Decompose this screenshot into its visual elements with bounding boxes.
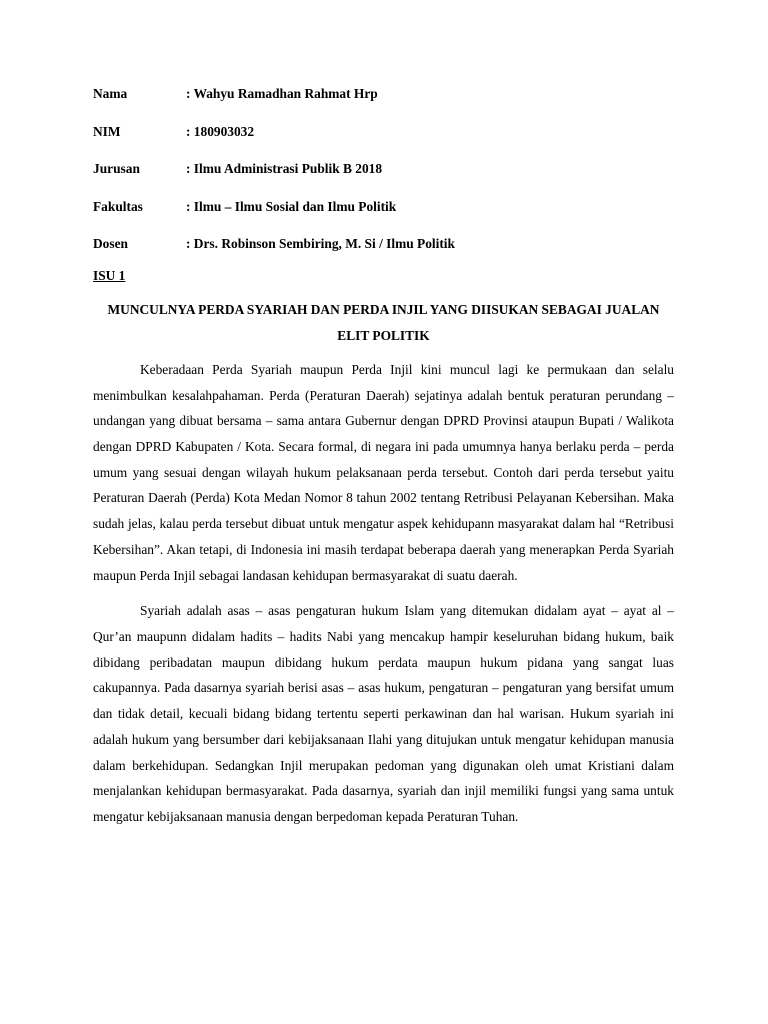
info-label: Nama [93, 86, 128, 101]
info-row-fakultas [93, 197, 674, 217]
info-row-jurusan [93, 159, 674, 179]
info-label: Dosen [93, 236, 128, 252]
document-page [93, 84, 674, 840]
info-label: Fakultas [93, 198, 143, 214]
info-row-nim [93, 122, 674, 142]
info-row-nama [93, 84, 674, 104]
info-value: : Wahyu Ramadhan Rahmat Hrp [186, 86, 378, 101]
info-value: : Ilmu Administrasi Publik B 2018 [186, 161, 383, 177]
info-value: : 180903032 [186, 123, 255, 139]
info-label: Jurusan [93, 161, 140, 177]
body-paragraph: Keberadaan Perda Syariah maupun Perda Injil kini muncul lagi ke permukaan dan selalu menimbulkan kesalahpahaman. Perda (Peraturan Daerah) sejatinya adalah bentuk peraturan perundang – undangan yang dibuat bersama – sama antara Gubernur dengan DPRD Provinsi ataupun Bupati / Walikota dengan DPRD Kabupaten / Kota. Secara formal, di negara ini pada umumnya hanya berlaku perda – perda umum yang sesuai dengan wilayah hukum pelaksanaan perda tersebut. Contoh dari perda tersebut yaitu Peraturan Daerah (Perda) Kota Medan Nomor 8 tahun 2002 tentang Retribusi Pelayanan Kebersihan. Maka sudah jelas, kalau perda tersebut dibuat untuk mengatur aspek kehidupann masyarakat dalam hal “Retribusi Kebersihan”. Akan tetapi, di Indonesia ini masih terdapat beberapa daerah yang menerapkan Perda Syariah maupun Perda Injil sebagai landasan kehidupan bermasyarakat di suatu daerah. [93, 361, 674, 583]
document-title: MUNCULNYA PERDA SYARIAH DAN PERDA INJIL YANG DIISUKAN SEBAGAI JUALAN ELIT POLITIK [107, 301, 660, 343]
issue-label: ISU 1 [93, 267, 126, 283]
info-row-dosen [93, 234, 674, 254]
body-paragraph: Syariah adalah asas – asas pengaturan hukum Islam yang ditemukan didalam ayat – ayat al – Qur’an maupunn didalam hadits – hadits Nabi yang mencakup hampir keseluruhan bidang hukum, baik dibidang peribadatan maupun dibidang hukum perdata maupun hukum pidana yang sangat luas cakupannya. Pada dasarnya syariah berisi asas – asas hukum, pengaturan – pengaturan yang bersifat umum dan tidak detail, kecuali bidang bidang tertentu seperti perkawinan dan hal warisan. Hukum syariah ini adalah hukum yang bersumber dari kebijaksanaan Ilahi yang ditujukan untuk mengatur kehidupan manusia dalam berkehidupan. Sedangkan Injil merupakan pedoman yang digunakan oleh umat Kristiani dalam menjalankan kehidupan bermasyarakat. Pada dasarnya, syariah dan injil memiliki fungsi yang sama untuk mengatur kebijaksanaan manusia dengan berpedoman kepada Peraturan Tuhan. [93, 603, 674, 824]
info-value: : Drs. Robinson Sembiring, M. Si / Ilmu Politik [186, 236, 455, 252]
info-label: NIM [93, 123, 121, 139]
info-value: : Ilmu – Ilmu Sosial dan Ilmu Politik [186, 198, 397, 214]
